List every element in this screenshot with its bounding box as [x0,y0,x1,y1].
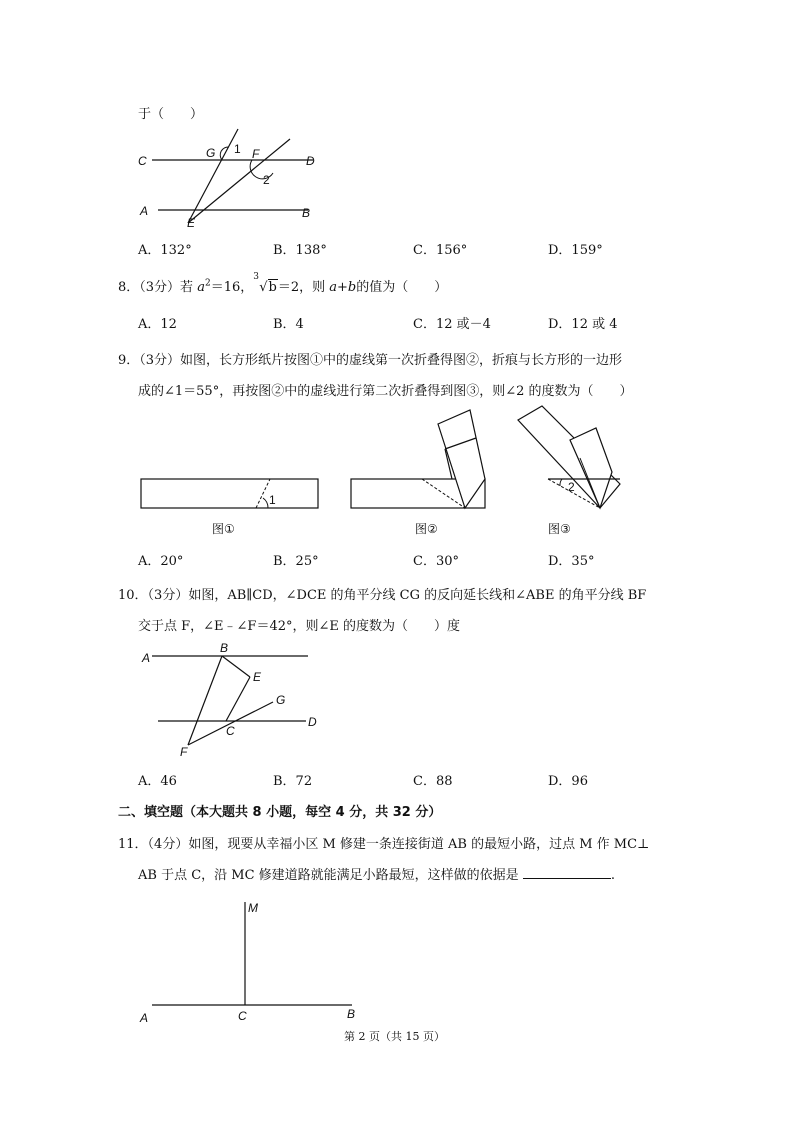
q8-option-c[interactable]: C．12 或－4 [413,317,491,332]
q7-stem-tail: 于（ ） [138,107,204,122]
q8-exponent: 2 [204,278,211,289]
label-c: C [226,724,235,738]
q8-tail: 的值为（ ） [356,280,448,295]
q8-eq2: ＝2，则 [277,280,330,295]
label-e: E [187,216,196,230]
q8-cube-root [253,272,278,295]
caption-fig-3: 图③ [548,522,571,536]
section-2-title: 二、填空题（本大题共 8 小题，每空 4 分，共 32 分） [118,805,442,820]
label-angle-1: 1 [234,142,241,156]
q9-option-a[interactable]: A．20° [138,554,184,569]
q9-option-c[interactable]: C．30° [413,554,459,569]
label-c: C [238,1009,247,1023]
q8-ab: a+b [329,280,357,295]
q10-line2: 交于点 F，∠E﹣∠F＝42°，则∠E 的度数为（ ）度 [138,619,461,634]
label-b: B [220,641,229,655]
page-footer: 第 2 页（共 15 页） [344,1030,445,1043]
label-e: E [253,670,262,684]
q11-line2-end: . [610,868,615,883]
caption-fig-1: 图① [212,522,235,536]
q11-line2-text: AB 于点 C，沿 MC 修建道路就能满足小路最短，这样做的依据是 [138,868,519,883]
caption-fig-2: 图② [415,522,438,536]
label-d: D [308,715,317,729]
label-b: B [347,1007,356,1021]
q10-option-b[interactable]: B．72 [273,774,313,789]
label-a: A [140,204,149,218]
transversal-eg [188,129,238,223]
label-b: B [302,206,311,220]
segment-bf [188,656,222,745]
q8-option-a[interactable]: A．12 [138,317,177,332]
q11-figure [136,896,366,1026]
q11-line1: 11．（4分）如图，现要从幸福小区 M 修建一条连接街道 AB 的最短小路，过点 M 作 MC⊥ [118,837,650,852]
q8-radicand: b [268,280,277,295]
q9-figure-1 [138,472,322,512]
q8-option-d[interactable]: D．12 或 4 [548,317,618,332]
q7-option-d[interactable]: D．159° [548,243,603,258]
q9-line1: 9．（3分）如图，长方形纸片按图①中的虚线第一次折叠得图②，折痕与长方形的一边形 [118,353,623,368]
label-m: M [248,901,258,915]
q9-figure-2 [348,410,498,512]
q9-figure-3 [514,404,624,512]
label-a: A [140,1011,149,1025]
label-c: C [138,154,147,168]
q7-figure [130,125,330,235]
q9-option-d[interactable]: D．35° [548,554,595,569]
label-angle-2: 2 [263,173,270,187]
q7-option-c[interactable]: C．156° [413,243,468,258]
fig1-angle-label: 1 [269,493,276,507]
paper-strip [141,479,318,508]
q8-stem [118,272,448,295]
folded-flap [438,410,485,508]
label-f: F [180,745,188,759]
q7-option-a[interactable]: A．132° [138,243,192,258]
angle-2-arc [560,479,562,486]
radical-icon: √ [259,280,268,295]
q10-option-c[interactable]: C．88 [413,774,453,789]
label-f: F [252,147,260,161]
label-g: G [276,693,286,707]
label-a: A [142,651,151,665]
answer-blank[interactable] [523,866,611,879]
q10-figure [138,640,328,760]
segment-ce [226,677,250,721]
fold-line-1 [256,479,270,508]
q10-option-a[interactable]: A．46 [138,774,177,789]
q8-root-index: 3 [253,272,259,282]
q11-line2 [138,864,615,883]
q8-number: 8．（3分）若 [118,280,198,295]
q9-line2: 成的∠1＝55°，再按图②中的虚线进行第二次折叠得到图③，则∠2 的度数为（ ） [138,384,633,399]
label-g: G [206,146,216,160]
q8-a: a [197,280,205,295]
q10-option-d[interactable]: D．96 [548,774,588,789]
q8-eq1: ＝16， [210,280,254,295]
label-d: D [306,154,315,168]
angle-1-arc [263,498,268,508]
fig3-angle-label: 2 [568,480,575,494]
q8-option-b[interactable]: B．4 [273,317,304,332]
q10-line1: 10．（3分）如图，AB∥CD，∠DCE 的角平分线 CG 的反向延长线和∠ABE 的角平分线 BF [118,588,647,603]
q7-option-b[interactable]: B．138° [273,243,327,258]
q9-option-b[interactable]: B．25° [273,554,319,569]
segment-be [222,656,250,677]
